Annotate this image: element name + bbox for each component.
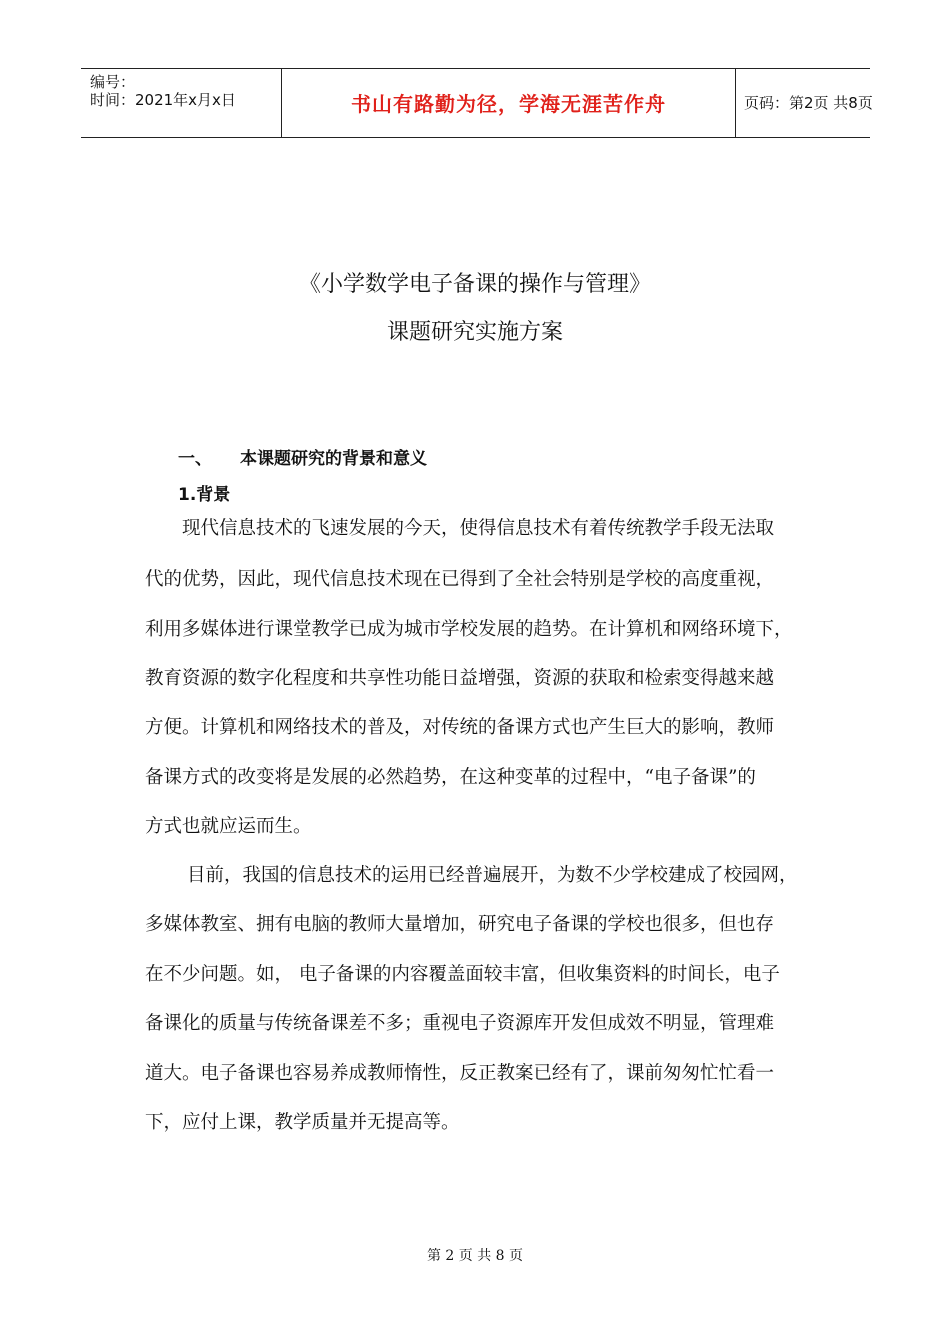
paragraph-line: 教育资源的数字化程度和共享性功能日益增强，资源的获取和检索变得越来越	[145, 668, 775, 689]
header-motto: 书山有路勤为径，学海无涯苦作舟	[351, 92, 666, 116]
paragraph-line: 备课化的质量与传统备课差不多；重视电子资源库开发但成效不明显，管理难	[145, 1013, 775, 1034]
paragraph-line: 利用多媒体进行课堂教学已成为城市学校发展的趋势。在计算机和网络环境下，	[145, 619, 793, 640]
paragraph-line: 备课方式的改变将是发展的必然趋势，在这种变革的过程中，“电子备课”的	[145, 767, 756, 788]
paragraph-line: 道大。电子备课也容易养成教师惰性，反正教案已经有了，课前匆匆忙忙看一	[145, 1063, 775, 1084]
paragraph-line: 目前，我国的信息技术的运用已经普遍展开，为数不少学校建成了校园网，	[187, 865, 798, 886]
document-time-label: 时间：2021年x月x日	[90, 91, 236, 109]
paragraph-line: 在不少问题。如， 电子备课的内容覆盖面较丰富，但收集资料的时间长，电子	[145, 964, 780, 985]
header-left-cell	[81, 69, 281, 137]
paragraph-line: 方便。计算机和网络技术的普及，对传统的备课方式也产生巨大的影响，教师	[145, 717, 775, 738]
header-motto-cell	[281, 69, 736, 137]
paragraph-line: 多媒体教室、拥有电脑的教师大量增加，研究电子备课的学校也很多，但也存	[145, 914, 775, 935]
document-number-label: 编号：	[90, 73, 136, 91]
document-title: 《小学数学电子备课的操作与管理》	[298, 272, 651, 297]
page-footer: 第 2 页 共 8 页	[426, 1248, 524, 1264]
document-subtitle: 课题研究实施方案	[386, 320, 563, 345]
section-heading: 本课题研究的背景和意义	[240, 449, 427, 469]
paragraph-line: 方式也就应运而生。	[145, 816, 312, 837]
header-right-cell	[735, 69, 873, 137]
paragraph-line: 下，应付上课，教学质量并无提高等。	[145, 1112, 460, 1133]
document-header	[81, 68, 873, 138]
paragraph-line: 现代信息技术的飞速发展的今天，使得信息技术有着传统教学手段无法取	[182, 518, 775, 539]
subsection-heading: 1.背景	[178, 485, 231, 505]
header-page-label: 页码：第2页 共8页	[744, 94, 873, 112]
paragraph-line: 代的优势，因此，现代信息技术现在已得到了全社会特别是学校的高度重视，	[145, 569, 775, 590]
section-number: 一、	[178, 449, 212, 469]
